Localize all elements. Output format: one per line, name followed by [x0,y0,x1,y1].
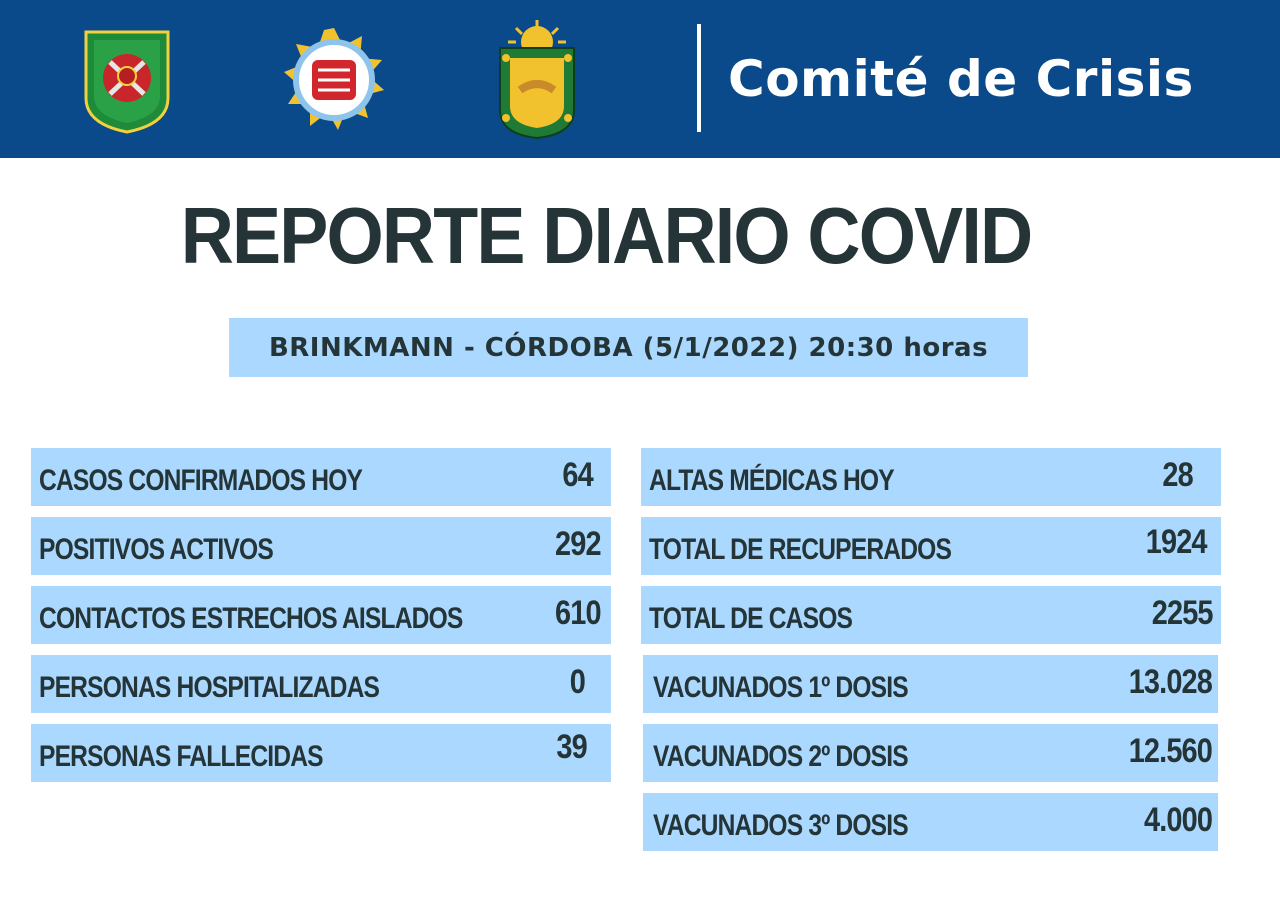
stat-label: VACUNADOS 1º DOSIS [653,671,908,704]
stat-value: 12.560 [1128,732,1212,770]
bomberos-voluntarios-shield-icon [82,28,172,134]
report-subtitle-text: BRINKMANN - CÓRDOBA (5/1/2022) 20:30 horas [268,332,989,363]
stat-row-altas-medicas-hoy [641,448,1221,506]
report-subtitle [229,318,1028,377]
stat-label: VACUNADOS 2º DOSIS [653,740,908,773]
policia-cordoba-badge-icon [280,26,388,134]
stat-value: 0 [569,663,585,701]
stat-row-vacunados-2-dosis [643,724,1218,782]
stat-row-contactos-estrechos [31,586,611,644]
stat-row-personas-hospitalizadas [31,655,611,713]
stat-value: 1924 [1146,523,1207,561]
header-title: Comité de Crisis [728,50,1194,108]
stat-label: ALTAS MÉDICAS HOY [649,464,894,497]
brinkmann-coat-of-arms-icon [496,18,578,140]
stat-label: PERSONAS HOSPITALIZADAS [39,671,380,704]
stat-label: PERSONAS FALLECIDAS [39,740,323,773]
stat-label: TOTAL DE RECUPERADOS [649,533,952,566]
stat-value: 4.000 [1143,801,1212,839]
stat-value: 292 [555,525,601,563]
stat-label: TOTAL DE CASOS [649,602,853,635]
stat-row-personas-fallecidas [31,724,611,782]
stat-row-casos-confirmados-hoy [31,448,611,506]
stat-value: 28 [1162,456,1193,494]
page-title: REPORTE DIARIO COVID [180,191,1032,280]
stat-label: VACUNADOS 3º DOSIS [653,809,908,842]
stat-value: 13.028 [1128,663,1212,701]
stat-row-vacunados-1-dosis [643,655,1218,713]
header-banner [0,0,1280,158]
stat-value: 64 [562,456,593,494]
stat-row-total-recuperados [641,517,1221,575]
stat-value: 2255 [1152,594,1213,632]
stat-label: CONTACTOS ESTRECHOS AISLADOS [39,602,463,635]
stat-value: 39 [556,728,587,766]
stat-label: CASOS CONFIRMADOS HOY [39,464,363,497]
stat-row-vacunados-3-dosis [643,793,1218,851]
stat-row-total-casos [641,586,1221,644]
stat-row-positivos-activos [31,517,611,575]
stat-label: POSITIVOS ACTIVOS [39,533,273,566]
header-divider [697,24,701,132]
stat-value: 610 [555,594,601,632]
